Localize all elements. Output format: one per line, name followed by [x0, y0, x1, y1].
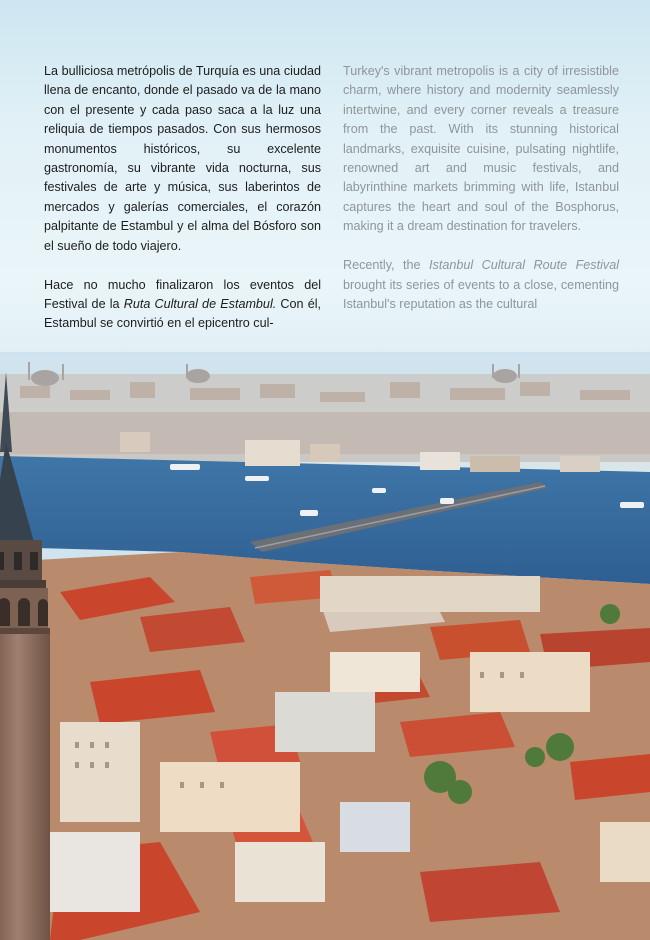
cityscape-illustration [0, 352, 650, 940]
spanish-paragraph-1: La bulliciosa metrópolis de Turquía es una ciudad llena de encanto, donde el pasado va de la mano con el presente y cada paso saca a la luz una reliquia de tiempos pasados. Con sus hermosos monumentos históricos, su excelente gastronomía, su vibrante vida nocturna, sus festivales de arte y música, sus laberintos de mercados y galerías comerciales, el corazón palpitante de Estambul y el alma del Bósforo son el sueño de todo viajero. [44, 64, 321, 253]
istanbul-aerial-photo [0, 352, 650, 940]
spanish-column [44, 62, 321, 353]
english-paragraph-1: Turkey's vibrant metropolis is a city of irresistible charm, where history and modernity seamlessly intertwine, and every corner reveals a treasure from the past. With its stunning historical landmarks, exquisite cuisine, pulsating nightlife, renowned art and music festivals, and labyrinthine markets brimming with life, Istanbul captures the heart and soul of the Bosphorus, making it a dream destination for travelers. [343, 64, 619, 234]
spanish-paragraph-2 [44, 276, 321, 334]
english-paragraph-2-end: brought its series of events to a close, cementing Istanbul's reputation as the cultural [343, 277, 619, 312]
english-column [343, 62, 619, 334]
spanish-paragraph-2-end: Con él, Estambul se convirtió en el epicentro cul- [44, 297, 321, 331]
spanish-paragraph-2-start: Hace no mucho finalizaron los eventos del Festival de la [44, 277, 321, 312]
spanish-festival-name: Ruta Cultural de Estambul. [123, 297, 277, 312]
english-festival-name: Istanbul Cultural Route Festival [429, 258, 619, 273]
english-paragraph-2 [343, 256, 619, 314]
english-paragraph-2-start: Recently, the [343, 258, 430, 273]
